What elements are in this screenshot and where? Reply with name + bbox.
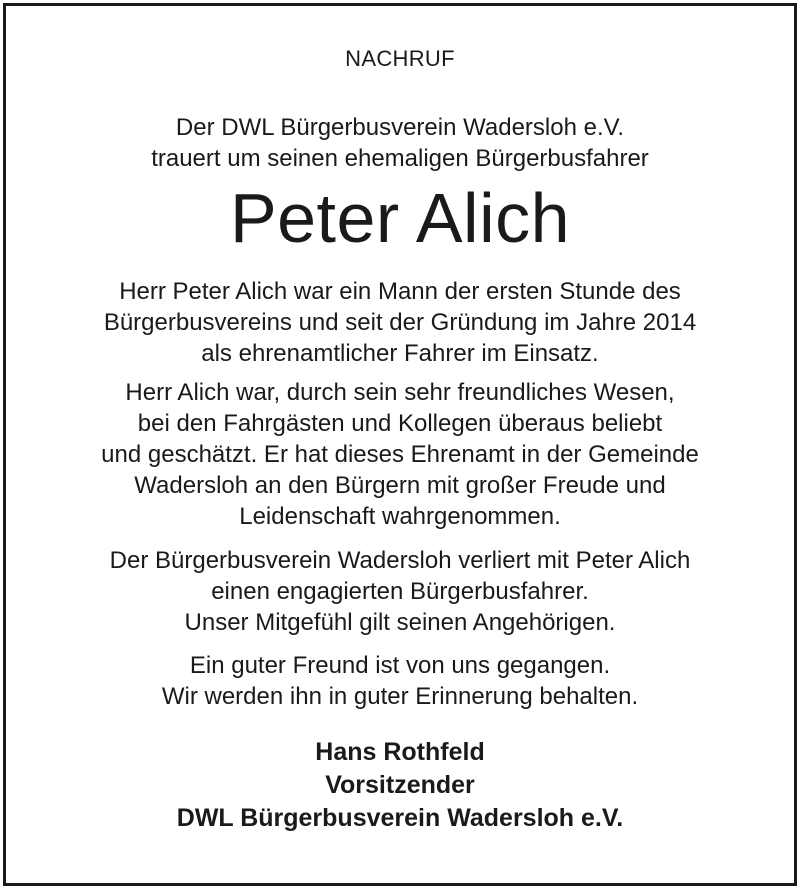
text-line: als ehrenamtlicher Fahrer im Einsatz. [201,340,599,367]
signatory-organization: DWL Bürgerbusverein Wadersloh e.V. [176,804,624,832]
signatory-name: Hans Rothfeld [315,738,485,766]
paragraph-farewell [0,650,800,712]
text-line: Leidenschaft wahrgenommen. [239,503,561,530]
paragraph-founding [0,276,800,369]
notice-heading: NACHRUF [345,46,455,71]
text-line: Unser Mitgefühl gilt seinen Angehörigen. [184,609,616,636]
text-line: Herr Peter Alich war ein Mann der ersten Stunde des [119,278,681,305]
intro-text [0,112,800,174]
paragraph-character [0,377,800,532]
deceased-name: Peter Alich [229,179,571,257]
text-line: Wadersloh an den Bürgern mit großer Freude und [134,472,666,499]
signature-block [0,736,800,835]
text-line: bei den Fahrgästen und Kollegen überaus beliebt [137,410,663,437]
intro-line: trauert um seinen ehemaligen Bürgerbusfahrer [151,145,649,172]
text-line: Der Bürgerbusverein Wadersloh verliert mit Peter Alich [109,547,691,574]
text-line: Ein guter Freund ist von uns gegangen. [189,652,611,679]
text-line: und geschätzt. Er hat dieses Ehrenamt in der Gemeinde [101,441,699,468]
paragraph-condolence [0,545,800,638]
intro-line: Der DWL Bürgerbusverein Wadersloh e.V. [175,114,625,141]
text-line: Wir werden ihn in guter Erinnerung behalten. [161,683,639,710]
signatory-role: Vorsitzender [325,771,475,799]
text-line: einen engagierten Bürgerbusfahrer. [211,578,589,605]
text-line: Bürgerbusvereins und seit der Gründung im Jahre 2014 [103,309,697,336]
text-line: Herr Alich war, durch sein sehr freundliches Wesen, [125,379,675,406]
